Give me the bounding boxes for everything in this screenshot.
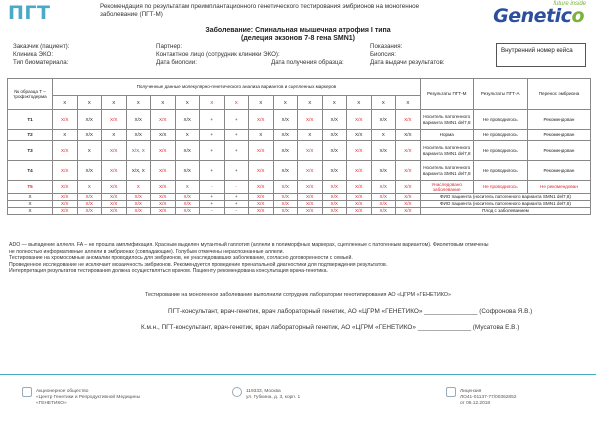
footer-address-line: ул. Губкина, д. 3, корп. 1 bbox=[246, 395, 301, 401]
marker-cell: X/X bbox=[53, 194, 78, 201]
marker-cell: + bbox=[224, 194, 249, 201]
signatures-heading: Тестирование на моногенное заболевание выполнили сотрудник лаборатории генотипирования АО «ЦГРМ «ГЕНЕТИКО» bbox=[144, 292, 451, 298]
sample-id-cell: T4 bbox=[8, 161, 53, 181]
marker-cell: X/X bbox=[396, 141, 421, 161]
marker-cell: X/X bbox=[322, 208, 347, 215]
marker-cell: X/X bbox=[347, 141, 372, 161]
report-title: Рекомендация по результатам преимплантационного генетического тестирования эмбрионов на моногенное заболевание (ПГТ-М) bbox=[100, 3, 420, 18]
marker-cell: X/X bbox=[273, 201, 298, 208]
note-line: не полностью информативные аллели в эмбрионах (совпадающие). Голубым отмечены нераспознанные аллели. bbox=[9, 248, 284, 255]
marker-cell: X bbox=[249, 130, 274, 141]
marker-cell: X/X bbox=[273, 110, 298, 130]
signer-2-name: (Мусатова Е.В.) bbox=[472, 324, 520, 331]
marker-cell: X/X bbox=[371, 194, 396, 201]
marker-cell: X/X bbox=[126, 110, 151, 130]
marker-cell: + bbox=[224, 201, 249, 208]
result-pgta-cell: Не проводилось bbox=[473, 110, 527, 130]
signer-2-role: К.м.н., ПГТ-консультант, врач-генетик, врач лабораторный генетик, АО «ЦГРМ «ГЕНЕТИКО» bbox=[141, 324, 416, 331]
marker-header-cell: X bbox=[371, 96, 396, 110]
marker-cell: X/X bbox=[347, 181, 372, 194]
result-pgtm-cell: Носитель патогенного варианта SMN1 del7,8 bbox=[420, 141, 473, 161]
marker-cell: X/X bbox=[371, 181, 396, 194]
result-pgta-cell: Не проводилось bbox=[473, 181, 527, 194]
footer-license bbox=[460, 389, 516, 408]
location-pin-icon bbox=[232, 387, 242, 397]
markers-column-header: Полученные данные молекулярно-генетического анализа вариантов и сцепленных маркеров bbox=[53, 79, 421, 96]
marker-cell: X/X bbox=[273, 141, 298, 161]
biomaterial-label: Тип биоматериала: bbox=[13, 59, 69, 67]
marker-cell: X/X bbox=[298, 194, 323, 201]
result-transfer-cell: Рекомендован bbox=[527, 141, 591, 161]
result-pgta-cell: Не проводилось bbox=[473, 161, 527, 181]
marker-cell: X/X bbox=[53, 181, 78, 194]
marker-cell: X/X bbox=[322, 201, 347, 208]
footer-org-line: Акционерное общество bbox=[36, 389, 89, 394]
marker-cell: X/X bbox=[298, 141, 323, 161]
marker-cell: X/X bbox=[151, 161, 176, 181]
signature-line-1 bbox=[168, 308, 532, 315]
marker-header-cell: X bbox=[396, 96, 421, 110]
marker-cell: - bbox=[200, 181, 225, 194]
footer-license-line: ЛО41-01137-77/00362852 bbox=[460, 395, 517, 401]
page-footer bbox=[0, 374, 596, 422]
marker-cell: + bbox=[200, 201, 225, 208]
marker-cell: X/X bbox=[322, 194, 347, 201]
marker-cell: X/X bbox=[53, 201, 78, 208]
marker-cell: X/X bbox=[102, 161, 127, 181]
signer-1-role: ПГТ-консультант, врач-генетик, врач лабораторный генетик, АО «ЦГРМ «ГЕНЕТИКО» bbox=[168, 308, 423, 315]
marker-header-cell: X bbox=[249, 96, 274, 110]
marker-cell: X/X bbox=[371, 110, 396, 130]
marker-cell: X bbox=[371, 130, 396, 141]
marker-cell: X/X bbox=[126, 208, 151, 215]
contact-person-label: Контактное лицо (сотрудник клиники ЭКО): bbox=[156, 51, 280, 59]
note-abbreviations: АDO — выпадение аллеля. FA – не прошла амплификация. Красным выделен мутантный гаплотип (аллели в полиморфных маркерах, сцепленные с патогенным вариантом). Фиолетовым отмечены bbox=[9, 242, 489, 248]
parent-label-cell: Плод с заболеванием bbox=[420, 208, 591, 215]
marker-cell: X/X bbox=[249, 208, 274, 215]
partner-label: Партнер: bbox=[156, 43, 183, 50]
legend-notes bbox=[9, 242, 589, 275]
result-pgtm-cell: Норма bbox=[420, 130, 473, 141]
info-col-2 bbox=[156, 43, 280, 68]
marker-cell: X bbox=[126, 181, 151, 194]
signature-line-2 bbox=[141, 324, 519, 331]
result-transfer-cell: Рекомендован bbox=[527, 161, 591, 181]
marker-cell: X/X bbox=[273, 161, 298, 181]
results-table bbox=[7, 78, 591, 215]
marker-cell: X/X bbox=[151, 201, 176, 208]
transfer-column-header: Перенос эмбриона bbox=[527, 79, 591, 110]
marker-cell: X/X bbox=[298, 201, 323, 208]
marker-cell: X/X bbox=[175, 208, 200, 215]
marker-cell: X bbox=[102, 130, 127, 141]
marker-cell: X/X bbox=[347, 208, 372, 215]
marker-cell: X/X bbox=[371, 201, 396, 208]
marker-header-cell: X bbox=[273, 96, 298, 110]
disease-line-2: (делеция экзонов 7-8 гена SMN1) bbox=[241, 35, 355, 42]
marker-cell: + bbox=[200, 110, 225, 130]
result-transfer-cell: Рекомендован bbox=[527, 110, 591, 130]
marker-header-cell: X bbox=[53, 96, 78, 110]
marker-cell: X/X bbox=[102, 201, 127, 208]
ivf-clinic-label: Клиника ЭКО: bbox=[13, 51, 54, 59]
logo-tagline: future inside bbox=[553, 1, 586, 7]
info-col-1 bbox=[13, 43, 69, 68]
marker-cell: X/X bbox=[396, 110, 421, 130]
logo-brand-o: o bbox=[571, 5, 584, 27]
marker-cell: X bbox=[175, 130, 200, 141]
note-line: Интерпретация результатов тестирования должна осуществляться врачом. Пациенту рекомендована консультация врача-генетика. bbox=[9, 268, 329, 274]
marker-header-cell: X bbox=[126, 96, 151, 110]
marker-header-cell: X bbox=[298, 96, 323, 110]
client-label: Заказчик (пациент): bbox=[13, 43, 70, 50]
parent-row bbox=[8, 194, 591, 201]
footer-license-line: Лицензия bbox=[460, 389, 482, 394]
marker-cell: X/X bbox=[298, 110, 323, 130]
marker-cell: X/X bbox=[151, 194, 176, 201]
marker-cell: X/X bbox=[249, 181, 274, 194]
result-transfer-cell: Рекомендован bbox=[527, 130, 591, 141]
footer-org-line: «ГЕНЕТИКО» bbox=[36, 401, 67, 407]
license-icon bbox=[446, 387, 456, 397]
marker-cell: + bbox=[224, 110, 249, 130]
marker-cell: X/X bbox=[249, 201, 274, 208]
marker-cell: X/X bbox=[151, 110, 176, 130]
signature-blank: _______________ bbox=[424, 308, 478, 315]
marker-cell: X/X bbox=[53, 161, 78, 181]
marker-cell: + bbox=[200, 141, 225, 161]
marker-cell: X/X bbox=[322, 110, 347, 130]
sample-column-header: № образца Т – трофэктодерма bbox=[8, 79, 53, 110]
marker-cell: X/X bbox=[322, 181, 347, 194]
marker-cell: X/X bbox=[175, 161, 200, 181]
marker-cell: X/X bbox=[249, 141, 274, 161]
sample-id-cell: T5 bbox=[8, 181, 53, 194]
marker-cell: X/X bbox=[371, 161, 396, 181]
marker-cell: - bbox=[200, 208, 225, 215]
marker-cell: X/X bbox=[77, 201, 102, 208]
marker-header-cell: X bbox=[322, 96, 347, 110]
marker-cell: X/X bbox=[102, 208, 127, 215]
embryo-row bbox=[8, 130, 591, 141]
marker-cell: X/X bbox=[175, 110, 200, 130]
marker-cell: X/X bbox=[249, 110, 274, 130]
sample-received-label: Дата получения образца: bbox=[271, 59, 344, 67]
biopsy-label: Биопсия: bbox=[370, 51, 396, 59]
footer-address-line: 119333, Москва bbox=[246, 389, 281, 394]
marker-cell: X/X bbox=[347, 110, 372, 130]
marker-header-cell: X bbox=[102, 96, 127, 110]
embryo-row bbox=[8, 181, 591, 194]
marker-cell: X/X bbox=[126, 130, 151, 141]
biopsy-date-label: Дата биопсии: bbox=[156, 59, 197, 67]
marker-cell: X/X bbox=[102, 181, 127, 194]
marker-cell: X/X bbox=[396, 181, 421, 194]
marker-cell: X/X, X bbox=[126, 141, 151, 161]
result-pgta-cell: Не проводилось bbox=[473, 130, 527, 141]
info-col-3 bbox=[271, 43, 344, 68]
marker-cell: X/X bbox=[126, 194, 151, 201]
embryo-row bbox=[8, 161, 591, 181]
logo-brand-main: Genetic bbox=[493, 5, 572, 27]
marker-cell: X/X, X bbox=[126, 161, 151, 181]
marker-cell: + bbox=[200, 161, 225, 181]
marker-cell: X/X bbox=[53, 110, 78, 130]
marker-cell: X/X bbox=[77, 194, 102, 201]
marker-cell: X/X bbox=[102, 110, 127, 130]
genetico-logo bbox=[458, 0, 586, 26]
marker-cell: X/X bbox=[347, 130, 372, 141]
embryo-row bbox=[8, 110, 591, 130]
marker-cell: X/X bbox=[77, 161, 102, 181]
marker-cell: - bbox=[224, 208, 249, 215]
marker-cell: X/X bbox=[151, 181, 176, 194]
marker-cell: X/X bbox=[249, 194, 274, 201]
marker-cell: X/X bbox=[151, 130, 176, 141]
result-pgta-cell: Не проводилось bbox=[473, 141, 527, 161]
pgta-column-header: Результаты ПГТ-А bbox=[473, 79, 527, 110]
footer-organization bbox=[36, 389, 140, 408]
sample-id-cell: T1 bbox=[8, 110, 53, 130]
marker-header-cell: X bbox=[175, 96, 200, 110]
marker-cell: + bbox=[200, 130, 225, 141]
marker-cell: X/X bbox=[151, 208, 176, 215]
results-date-label: Дата выдачи результатов: bbox=[370, 59, 445, 67]
marker-cell: X/X bbox=[151, 141, 176, 161]
parent-label-cell: ФИО пациента (носитель патогенного варианта SMN1 del7,8) bbox=[420, 201, 591, 208]
signature-blank: _______________ bbox=[417, 324, 472, 331]
marker-cell: X bbox=[175, 181, 200, 194]
internal-case-number-box: Внутренний номер кейса bbox=[496, 43, 586, 67]
parent-id-cell: X bbox=[8, 201, 53, 208]
signer-1-name: (Софронова Я.В.) bbox=[479, 308, 533, 315]
marker-cell: X/X bbox=[322, 161, 347, 181]
marker-cell: X/X bbox=[347, 161, 372, 181]
logo-brand bbox=[493, 5, 584, 27]
marker-cell: X/X bbox=[77, 130, 102, 141]
pgtm-column-header: Результаты ПГТ-М bbox=[420, 79, 473, 110]
marker-cell: + bbox=[200, 194, 225, 201]
marker-cell: X/X bbox=[322, 130, 347, 141]
marker-header-cell: X bbox=[224, 96, 249, 110]
marker-cell: X/X bbox=[53, 208, 78, 215]
sample-id-cell: T3 bbox=[8, 141, 53, 161]
parent-id-cell: X bbox=[8, 194, 53, 201]
marker-cell: X/X bbox=[322, 141, 347, 161]
marker-cell: X/X bbox=[396, 194, 421, 201]
pgt-logo: ПГТ bbox=[8, 2, 51, 24]
marker-cell: X/X bbox=[273, 181, 298, 194]
marker-cell: X/X bbox=[396, 130, 421, 141]
marker-cell: - bbox=[224, 181, 249, 194]
note-line: Проведенное исследование не исключает мозаичность эмбрионов. Рекомендуется проведение пренатальной диагностики для подтверждения результатов. bbox=[9, 261, 388, 268]
parent-row bbox=[8, 201, 591, 208]
marker-cell: X/X bbox=[298, 208, 323, 215]
marker-cell: X/X bbox=[298, 161, 323, 181]
disease-title bbox=[0, 27, 596, 43]
footer-org-line: «Центр Генетики и Репродуктивной Медицины bbox=[36, 395, 141, 401]
note-line: Тестирование на хромосомные аномалии проводилось для эмбрионов, не унаследовавших заболевание, согласно договоренности с семьей. bbox=[9, 255, 353, 261]
marker-cell: X/X bbox=[126, 201, 151, 208]
footer-address bbox=[246, 389, 300, 401]
parent-row bbox=[8, 208, 591, 215]
sample-id-cell: T2 bbox=[8, 130, 53, 141]
marker-cell: X/X bbox=[102, 141, 127, 161]
result-pgtm-cell: Носитель патогенного варианта SMN1 del7,8 bbox=[420, 161, 473, 181]
building-icon bbox=[22, 387, 32, 397]
embryo-row bbox=[8, 141, 591, 161]
marker-header-cell: X bbox=[200, 96, 225, 110]
parent-id-cell: X bbox=[8, 208, 53, 215]
result-pgtm-cell: Носитель патогенного варианта SMN1 del7,8 bbox=[420, 110, 473, 130]
marker-cell: X/X bbox=[175, 201, 200, 208]
disease-line-1: Заболевание: Спинальная мышечная атрофия I типа bbox=[205, 27, 391, 34]
marker-cell: X/X bbox=[273, 130, 298, 141]
marker-cell: X/X bbox=[175, 141, 200, 161]
marker-cell: + bbox=[224, 161, 249, 181]
marker-cell: X bbox=[77, 181, 102, 194]
marker-cell: + bbox=[224, 130, 249, 141]
marker-cell: X/X bbox=[396, 161, 421, 181]
footer-license-line: от 06.12.2018 bbox=[460, 401, 491, 407]
marker-cell: X/X bbox=[298, 181, 323, 194]
marker-header-cell: X bbox=[77, 96, 102, 110]
marker-header-cell: X bbox=[347, 96, 372, 110]
marker-cell: + bbox=[224, 141, 249, 161]
marker-cell: X/X bbox=[347, 194, 372, 201]
marker-cell: X/X bbox=[396, 201, 421, 208]
marker-cell: X/X bbox=[371, 208, 396, 215]
marker-cell: X/X bbox=[53, 141, 78, 161]
marker-cell: X/X bbox=[77, 208, 102, 215]
marker-cell: X/X bbox=[102, 194, 127, 201]
parent-label-cell: ФИО пациента (носитель патогенного варианта SMN1 del7,8) bbox=[420, 194, 591, 201]
marker-header-cell: X bbox=[151, 96, 176, 110]
result-transfer-cell: Не рекомендован bbox=[527, 181, 591, 194]
result-pgtm-cell: Унаследовано заболевание bbox=[420, 181, 473, 194]
marker-cell: X/X bbox=[347, 201, 372, 208]
marker-cell: X bbox=[77, 141, 102, 161]
marker-cell: X/X bbox=[175, 194, 200, 201]
marker-cell: X/X bbox=[396, 208, 421, 215]
indications-label: Показания: bbox=[370, 43, 403, 50]
marker-cell: X bbox=[53, 130, 78, 141]
marker-cell: X bbox=[298, 130, 323, 141]
marker-cell: X/X bbox=[273, 208, 298, 215]
marker-cell: X/X bbox=[77, 110, 102, 130]
marker-cell: X/X bbox=[273, 194, 298, 201]
marker-cell: X/X bbox=[249, 161, 274, 181]
info-col-4 bbox=[370, 43, 445, 68]
marker-cell: X/X bbox=[371, 141, 396, 161]
